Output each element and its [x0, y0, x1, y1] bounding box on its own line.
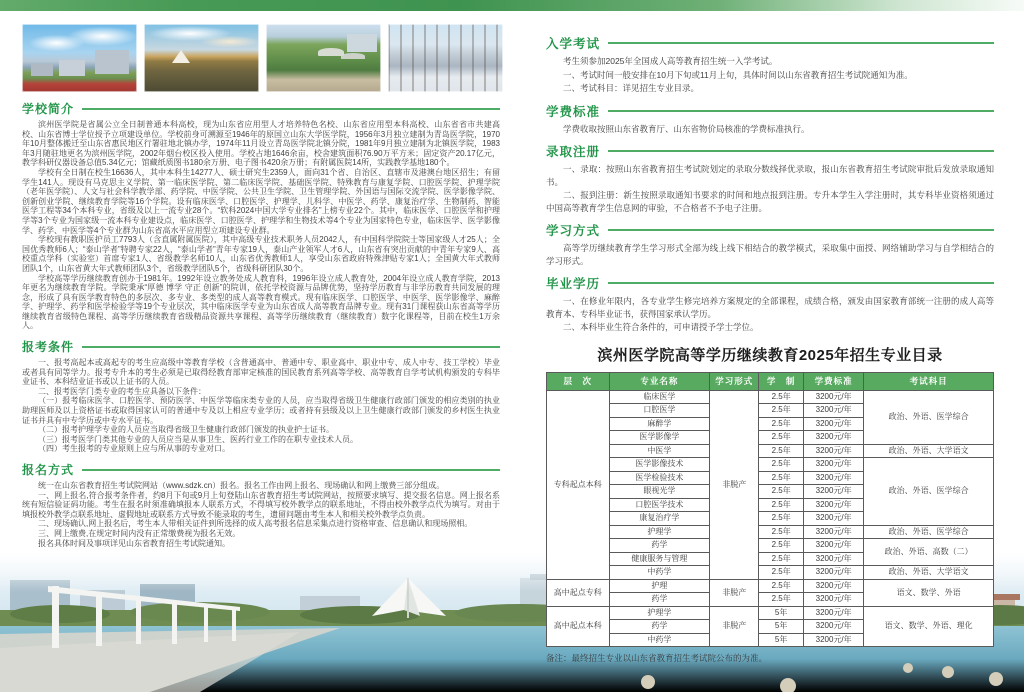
cell-fee: 3200元/年	[803, 606, 863, 620]
cell-exam: 政治、外语、大学语文	[864, 444, 994, 458]
table-row	[547, 566, 994, 580]
winter-avenue-photo	[388, 24, 503, 92]
cell-major: 护理	[609, 579, 710, 593]
header-form: 学习形式	[710, 372, 759, 390]
heading-rule	[82, 346, 500, 348]
table-row	[547, 458, 994, 472]
page-left	[22, 24, 500, 555]
exam-paragraph: 考生须参加2025年全国成人高等教育招生统一入学考试。	[563, 56, 778, 66]
requirements-paragraph: 二、报考医学门类专业的考生应具备以下条件：	[38, 386, 206, 396]
section-admission	[546, 142, 994, 214]
section-heading: 学费标准	[546, 104, 601, 119]
cell-level: 专科起点本科	[547, 390, 610, 579]
heading-rule	[608, 42, 994, 44]
graduation-paragraph: 一、在修业年限内，各专业学生修完培养方案规定的全部课程，成绩合格，颁发由国家教育部统一注册的成人高等教育本、专科毕业证书，获得国家承认学历。	[546, 296, 994, 319]
intro-paragraph: 学校现有教职医护员工7793人（含直属附属医院），其中高级专业技术职务人员2042人，有中国科学院院士等国家级人才25人；全国优秀教师6人；“泰山学者”特聘专家22人，“泰山学者”青年专家19人，泰山产业领军人才6人，山东省有突出贡献的中青年专家9人、高校重点学科（实验室）首席专家1人、省级教学名师10人，山东省优秀教师1人，享受山东省政府特殊津贴专家1人；全国黄大年式教师团队1个，山东省黄大年式教师团队3个，省级教学团队5个，省级科研团队30个。	[22, 235, 500, 273]
table-row	[547, 539, 994, 553]
cell-major: 中药学	[609, 566, 710, 580]
cell-exam: 政治、外语、大学语文	[864, 566, 994, 580]
header-level: 层 次	[547, 372, 610, 390]
header-major: 专业名称	[609, 372, 710, 390]
cell-fee: 3200元/年	[803, 498, 863, 512]
cell-duration: 2.5年	[759, 593, 804, 607]
cell-duration: 2.5年	[759, 431, 804, 445]
cell-duration: 2.5年	[759, 525, 804, 539]
lake-pavilion-photo	[144, 24, 259, 92]
section-study-mode	[546, 221, 994, 267]
table-row	[547, 579, 994, 593]
cell-exam: 语文、数学、外语	[864, 579, 994, 606]
cell-major: 康复治疗学	[609, 512, 710, 526]
section-requirements	[22, 338, 500, 454]
table-header-row	[547, 372, 994, 390]
cell-major: 健康服务与管理	[609, 552, 710, 566]
cell-duration: 2.5年	[759, 471, 804, 485]
table-row	[547, 606, 994, 620]
cell-duration: 2.5年	[759, 579, 804, 593]
cell-duration: 5年	[759, 620, 804, 634]
cell-duration: 5年	[759, 633, 804, 647]
cell-fee: 3200元/年	[803, 444, 863, 458]
cell-major: 临床医学	[609, 390, 710, 404]
cell-major: 医学检验技术	[609, 471, 710, 485]
section-heading: 报考条件	[22, 340, 75, 355]
exam-paragraph: 一、考试时间一般安排在10月下旬或11月上旬，具体时间以山东省教育招生考试院通知为准。	[563, 69, 913, 80]
cell-fee: 3200元/年	[803, 458, 863, 472]
cell-duration: 2.5年	[759, 539, 804, 553]
table-row	[547, 525, 994, 539]
cell-fee: 3200元/年	[803, 485, 863, 499]
photo-strip	[22, 24, 500, 92]
section-entrance-exam	[546, 34, 994, 95]
cell-major: 药学	[609, 539, 710, 553]
campus-stadium-photo	[22, 24, 137, 92]
intro-paragraph: 学校高等学历继续教育创办于1981年。1992年设立教务处成人教育科，1996年设立成人教育处，2004年设立成人教育学院，2013年更名为继续教育学院。学院秉承“厚德 博学 守正 创新”的院训，依托学校资源与品牌优势，坚持学历教育与非学历教育共同发展的理念，形成了具有医学教育特色的多层次、多专业、多类型的成人高等教育模式。现有临床医学、口腔医学、中医学、医学影像学、麻醉学、护理学、药学和医学检验学等19个专业层次，其中临床医学专业为山东省成人高等教育品牌专业。现有31门课程获山东省高等学历继续教育省级特色课程、高等学历继续教育省级精品资源共享课程、高等学历继续教育（继续教育）数字化课程等，目前在校生1万余人。	[22, 273, 500, 331]
cell-duration: 2.5年	[759, 566, 804, 580]
cell-fee: 3200元/年	[803, 404, 863, 418]
cell-major: 医学影像技术	[609, 458, 710, 472]
intro-paragraph: 学校有全日制在校生16636人，其中本科生14277人、硕士研究生2359人，面向31个省、自治区、直辖市及港澳台地区招生；有留学生141人。现设有马克思主义学院、第一临床医学院、第二临床医学院、基础医学院、特殊教育与康复学院、口腔医学院、护理学院（老年医学院）、人文与社会科学教学部、药学院、中医学院、公共卫生学院、卫生管理学院、外国语与国际交流学院、医学影像学院、创新创业学院、继续教育学院等16个学院。设有临床医学、口腔医学、护理学、儿科学、中医学、药学、康复治疗学、生物制药、智能医学工程等34个本科专业，省级及以上一流专业28个。“软科2024中国大学专业排名”上榜专业22个。其中，临床医学、口腔医学和护理学等3个专业为国家级一流本科专业建设点，临床医学、口腔医学、护理学和生物技术等4个专业为国家特色专业，临床医学、医学影像学、药学、中医学等4个专业群为山东省高水平应用型立项建设专业群。	[22, 167, 500, 235]
study-paragraph: 高等学历继续教育学生学习形式全部为线上线下相结合的教学模式，采取集中面授、网络辅助学习与自学相结合的学习形式。	[546, 243, 994, 266]
cell-level: 高中起点本科	[547, 606, 610, 647]
cell-duration: 2.5年	[759, 444, 804, 458]
registration-paragraph: 报名具体时间及事项详见山东省教育招生考试院通知。	[38, 538, 230, 548]
cell-fee: 3200元/年	[803, 620, 863, 634]
section-registration	[22, 461, 500, 548]
requirements-paragraph: （四）考生报考的专业原则上应与所从事的专业对口。	[38, 444, 230, 454]
section-graduation	[546, 274, 994, 334]
admission-paragraph: 二、报到注册：新生按照录取通知书要求的时间和地点报到注册。专升本学生入学注册时，其专科毕业资格须通过中国高等教育学生信息网的审验，不合格者不予电子注册。	[546, 190, 994, 213]
section-heading: 入学考试	[546, 37, 601, 51]
intro-paragraph: 滨州医学院是省属公立全日制普通本科高校，现为山东省应用型人才培养特色名校、山东省应用型本科高校、山东省省市共建高校、山东省博士学位授予立项建设单位。学校前身可溯源至1946年的原国立山东大学医学院，1956年3月独立建制为青岛医学院，1970年10月整体搬迁至山东省惠民地区行署驻地北镇办学，1974年11月设立青岛医学院北镇分院，1981年9月独立建制为北镇医学院，1983年3月随驻地更名为滨州医学院，2002年烟台校区投入使用。学校占地1646余亩，校舍建筑面积76.90万平方米；固定资产20.17亿元，教学科研仪器设备总值5.34亿元；馆藏纸质图书180余万册、电子图书420余万册；有附属医院14所，实践教学基地180个。	[22, 120, 500, 168]
cell-duration: 2.5年	[759, 404, 804, 418]
heading-rule	[608, 110, 994, 112]
heading-rule	[82, 108, 500, 110]
cell-form: 非脱产	[710, 579, 759, 606]
header-duration: 学 制	[759, 372, 804, 390]
admission-paragraph: 一、录取：按照山东省教育招生考试院划定的录取分数线择优录取，报山东省教育招生考试院审批后发放录取通知书。	[546, 164, 994, 187]
cell-exam: 政治、外语、医学综合	[864, 525, 994, 539]
garden-gazebo-photo	[266, 24, 381, 92]
requirements-paragraph: 一、报考高起本或高起专的考生应高级中等教育学校（含普通高中、普通中专、职业高中、职业中专、成人中专、技工学校）毕业或者具有同等学力。报考专升本的考生必须是已取得经教育部审定核准的国民教育系列高等学校、高等教育自学考试机构颁发的专科毕业证书、本科结业证书或以上证书的人员。	[22, 358, 500, 387]
cell-fee: 3200元/年	[803, 593, 863, 607]
cell-major: 麻醉学	[609, 417, 710, 431]
requirements-paragraph: （二）报考护理学专业的人员应当取得省级卫生健康行政部门颁发的执业护士证书。	[38, 425, 334, 435]
cell-fee: 3200元/年	[803, 539, 863, 553]
cell-fee: 3200元/年	[803, 566, 863, 580]
section-heading: 毕业学历	[546, 277, 601, 291]
cell-duration: 2.5年	[759, 458, 804, 472]
section-heading: 学校简介	[22, 102, 75, 116]
exam-paragraph: 二、考试科目：详见招生专业目录。	[563, 83, 700, 93]
cell-fee: 3200元/年	[803, 512, 863, 526]
majors-table	[546, 372, 994, 648]
cell-duration: 2.5年	[759, 512, 804, 526]
table-row	[547, 390, 994, 404]
cell-major: 药学	[609, 620, 710, 634]
requirements-paragraph: （三）报考医学门类其他专业的人员应当是从事卫生、医药行业工作的在职专业技术人员。	[38, 434, 358, 444]
cell-form: 非脱产	[710, 390, 759, 579]
section-tuition	[546, 102, 994, 136]
tuition-paragraph: 学费收取按照山东省教育厅、山东省物价局核准的学费标准执行。	[563, 123, 810, 134]
registration-paragraph: 统一在山东省教育招生考试院网站（www.sdzk.cn）报名。报名工作由网上报名、现场确认和网上缴费三部分组成。	[38, 481, 445, 490]
cell-level: 高中起点专科	[547, 579, 610, 606]
cell-major: 医学影像学	[609, 431, 710, 445]
header-exam: 考试科目	[864, 372, 994, 390]
cell-exam: 政治、外语、高数（二）	[864, 539, 994, 566]
cell-exam: 政治、外语、医学综合	[864, 390, 994, 444]
table-note: 备注：最终招生专业以山东省教育招生考试院公布的为准。	[546, 653, 768, 663]
heading-rule	[82, 469, 500, 471]
section-heading: 学习方式	[546, 224, 601, 238]
cell-fee: 3200元/年	[803, 552, 863, 566]
cell-major: 口腔医学	[609, 404, 710, 418]
cell-fee: 3200元/年	[803, 431, 863, 445]
cell-fee: 3200元/年	[803, 417, 863, 431]
majors-table-title: 滨州医学院高等学历继续教育2025年招生专业目录	[597, 346, 943, 364]
requirements-paragraph: （一）报考临床医学、口腔医学、预防医学、中医学等临床类专业的人员，应当取得省级卫生健康行政部门颁发的相应类别的执业助理医师及以上资格证书或取得国家认可的普通中专及以上相应专业学历；或者持有县级及以上卫生健康行政部门颁发的乡村医生执业证书并具有中专学历或中专水平证书。	[22, 396, 500, 425]
page-right	[546, 30, 994, 664]
cell-major: 护理学	[609, 525, 710, 539]
section-heading: 报名方式	[22, 463, 75, 477]
section-heading: 录取注册	[546, 145, 601, 159]
cell-form: 非脱产	[710, 606, 759, 647]
graduation-paragraph: 二、本科毕业生符合条件的，可申请授予学士学位。	[563, 322, 759, 332]
cell-exam: 政治、外语、医学综合	[864, 458, 994, 526]
cell-major: 口腔医学技术	[609, 498, 710, 512]
cell-duration: 2.5年	[759, 552, 804, 566]
cell-fee: 3200元/年	[803, 579, 863, 593]
cell-fee: 3200元/年	[803, 471, 863, 485]
cell-duration: 2.5年	[759, 417, 804, 431]
cell-fee: 3200元/年	[803, 390, 863, 404]
cell-major: 中医学	[609, 444, 710, 458]
top-gradient-bar	[0, 0, 1024, 11]
header-fee: 学费标准	[803, 372, 863, 390]
cell-fee: 3200元/年	[803, 633, 863, 647]
cell-major: 护理学	[609, 606, 710, 620]
cell-duration: 5年	[759, 606, 804, 620]
registration-paragraph: 二、现场确认,网上报名后，考生本人带相关证件到所选择的成人高考报名信息采集点进行资格审查、信息确认和现场照相。	[38, 519, 473, 529]
heading-rule	[608, 282, 994, 284]
heading-rule	[608, 229, 994, 231]
cell-fee: 3200元/年	[803, 525, 863, 539]
table-row	[547, 444, 994, 458]
cell-duration: 2.5年	[759, 390, 804, 404]
registration-paragraph: 一、网上报名,符合报考条件者，约8月下旬或9月上旬登陆山东省教育招生考试院网站，按照要求填写、提交报名信息。网上报名系统有短信验证码功能。考生在报名时须准确填报本人联系方式，不得填写校外教学点的联系地址，不得由校外教学点代为填写。对由于填报校外教学点联系地址、虚假地址或联系方式导致不能录取的考生，遗留问题由考生本人和相关校外教学点负责。	[22, 490, 500, 519]
registration-paragraph: 三、网上缴费,在规定时间内没有正常缴费视为报名无效。	[38, 528, 241, 538]
cell-exam: 语文、数学、外语、理化	[864, 606, 994, 647]
cell-duration: 2.5年	[759, 485, 804, 499]
cell-duration: 2.5年	[759, 498, 804, 512]
cell-major: 药学	[609, 593, 710, 607]
section-school-intro	[22, 100, 500, 331]
cell-major: 中药学	[609, 633, 710, 647]
heading-rule	[608, 150, 994, 152]
cell-major: 眼视光学	[609, 485, 710, 499]
